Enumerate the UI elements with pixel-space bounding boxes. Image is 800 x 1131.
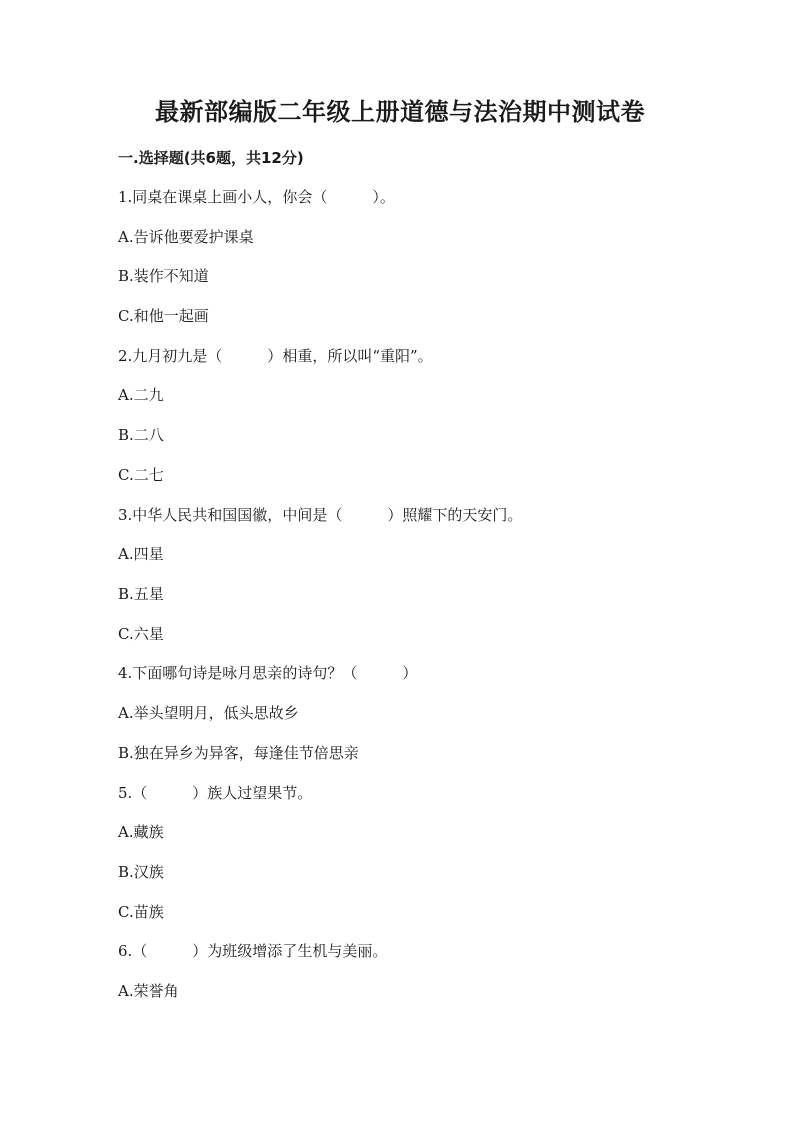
question-2-option-a: A.二九: [118, 386, 164, 404]
page-title: 最新部编版二年级上册道德与法治期中测试卷: [155, 97, 645, 126]
question-4-stem: 4.下面哪句诗是咏月思亲的诗句？（ ）: [118, 664, 418, 682]
question-3-stem: 3.中华人民共和国国徽，中间是（ ）照耀下的天安门。: [118, 506, 523, 524]
question-4-option-a: A.举头望明月，低头思故乡: [118, 704, 299, 722]
question-3-option-a: A.四星: [118, 545, 164, 563]
question-3-option-b: B.五星: [118, 585, 164, 603]
question-5-option-c: C.苗族: [118, 903, 164, 921]
question-1-option-b: B.装作不知道: [118, 267, 209, 285]
question-3-option-c: C.六星: [118, 625, 164, 643]
question-1-option-a: A.告诉他要爱护课桌: [118, 228, 254, 246]
question-2-option-b: B.二八: [118, 426, 164, 444]
question-2-stem: 2.九月初九是（ ）相重，所以叫“重阳”。: [118, 347, 433, 365]
question-6-option-a: A.荣誉角: [118, 982, 179, 1000]
question-1-stem: 1.同桌在课桌上画小人，你会（ ）。: [118, 188, 395, 206]
question-5-option-a: A.藏族: [118, 823, 164, 841]
question-4-option-b: B.独在异乡为异客，每逢佳节倍思亲: [118, 744, 359, 762]
question-5-stem: 5.（ ）族人过望果节。: [118, 784, 313, 802]
question-2-option-c: C.二七: [118, 466, 164, 484]
section-heading: 一.选择题(共6题，共12分): [118, 149, 304, 167]
question-1-option-c: C.和他一起画: [118, 307, 209, 325]
question-6-stem: 6.（ ）为班级增添了生机与美丽。: [118, 942, 388, 960]
question-5-option-b: B.汉族: [118, 863, 164, 881]
